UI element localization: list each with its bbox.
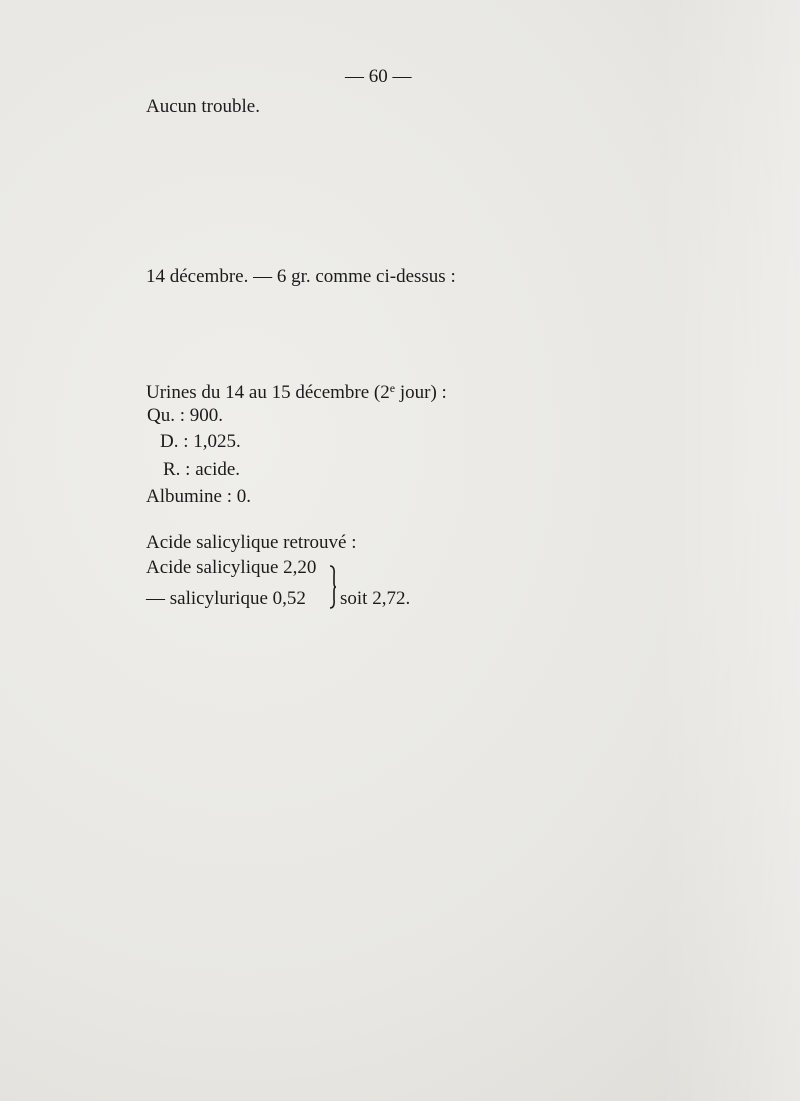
text-line-albumine: Albumine : 0. [146, 486, 252, 507]
text-line-salicylurique: — salicylurique 0,52 [146, 588, 306, 609]
page-edge-shading [660, 0, 800, 1101]
page-number: — 60 — [345, 66, 412, 87]
text-line-reaction: R. : acide. [163, 459, 241, 480]
urines-heading-prefix: Urines du 14 au 15 décembre (2 [146, 382, 390, 403]
text-total: soit 2,72. [340, 588, 411, 609]
text-line-acide-retrouve: Acide salicylique retrouvé : [146, 532, 357, 553]
text-line-aucun-trouble: Aucun trouble. [146, 96, 260, 117]
text-line-quantite: Qu. : 900. [147, 405, 223, 426]
urines-heading-suffix: jour) : [395, 382, 447, 403]
urines-heading-superscript: e [389, 381, 396, 395]
text-line-urines-heading [146, 377, 447, 404]
text-line-densite: D. : 1,025. [160, 431, 241, 452]
text-line-date-dose: 14 décembre. — 6 gr. comme ci-dessus : [146, 266, 456, 287]
text-line-acide-salicylique: Acide salicylique 2,20 [146, 557, 317, 578]
curly-brace-icon [329, 565, 337, 609]
